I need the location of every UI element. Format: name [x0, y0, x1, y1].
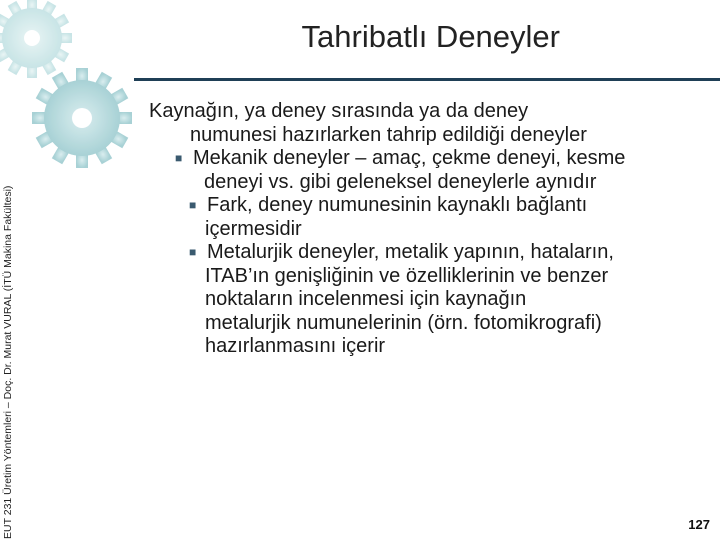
- sub-bullet-item: [149, 241, 719, 265]
- body-line: metalurjik numunelerinin (örn. fotomikrografi): [205, 311, 602, 334]
- bullet-item: [149, 147, 719, 171]
- title-divider: [134, 78, 720, 81]
- square-bullet-icon: ■: [175, 151, 183, 165]
- body-line: hazırlanmasını içerir: [205, 335, 386, 357]
- bullet-text: Metalurjik deneyler, metalik yapının, hataların,: [207, 241, 614, 263]
- body-line: içermesidir: [205, 217, 302, 240]
- bullet-text: Mekanik deneyler – amaç, çekme deneyi, kesme: [193, 147, 626, 169]
- sub-bullet-item: [149, 194, 719, 218]
- page-number: 127: [688, 517, 710, 532]
- gear-icon: [0, 0, 140, 190]
- page-title: Tahribatlı Deneyler: [301, 19, 560, 54]
- square-bullet-icon: ■: [189, 198, 197, 212]
- slide-body: [149, 100, 719, 359]
- body-line: Kaynağın, ya deney sırasında ya da deney: [149, 100, 529, 122]
- bullet-text: Fark, deney numunesinin kaynaklı bağlantı: [207, 194, 588, 216]
- body-line: deneyi vs. gibi geleneksel deneylerle aynıdır: [204, 170, 597, 193]
- square-bullet-icon: ■: [189, 245, 197, 259]
- body-line: ITAB’ın genişliğinin ve özelliklerinin ve benzer: [205, 264, 609, 287]
- side-footer-text: EUT 231 Üretim Yöntemleri – Doç. Dr. Murat VURAL (İTÜ Makina Fakültesi): [2, 185, 14, 539]
- body-line: noktaların incelenmesi için kaynağın: [205, 288, 527, 310]
- body-line: numunesi hazırlarken tahrip edildiği deneyler: [190, 123, 587, 146]
